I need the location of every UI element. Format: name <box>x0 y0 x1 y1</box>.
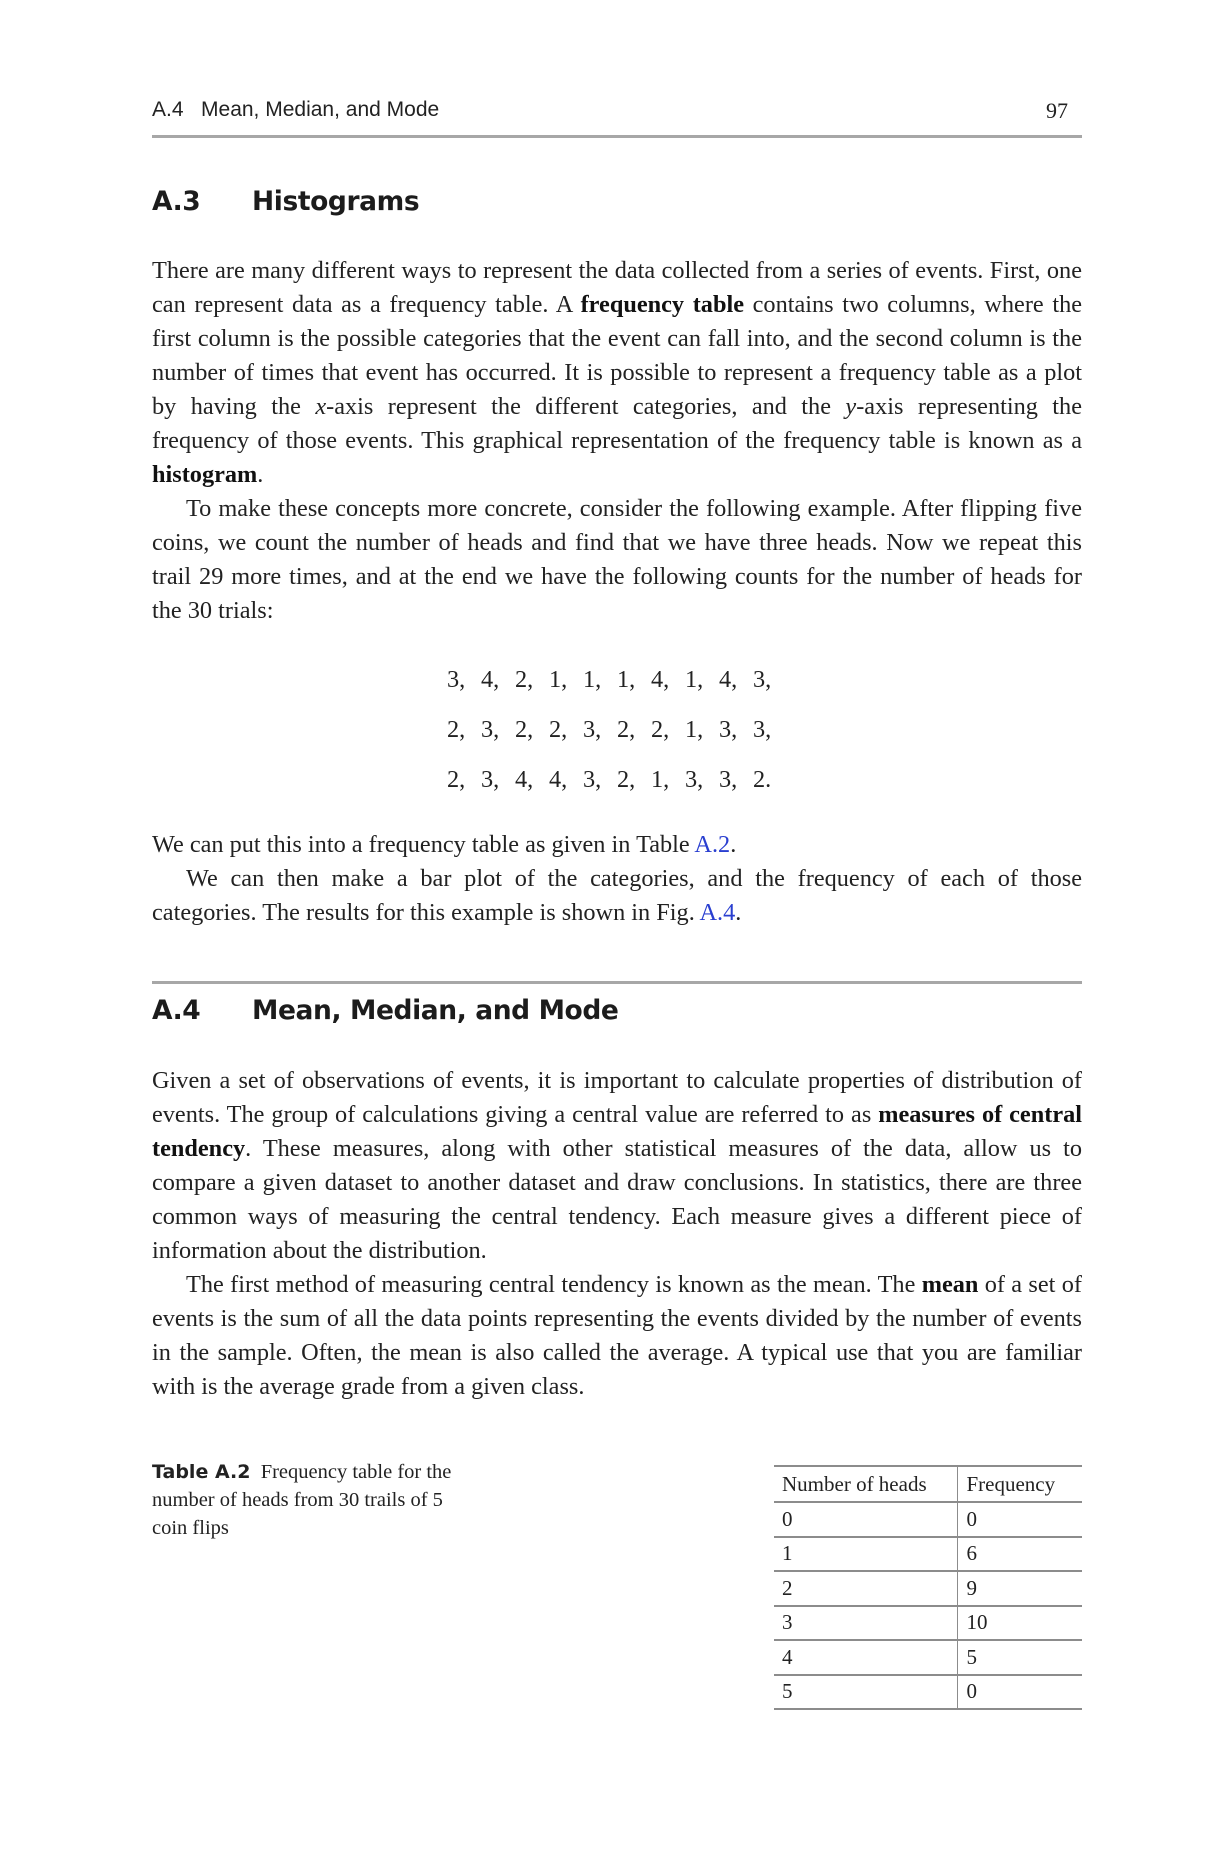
table-reference-link[interactable]: A.2 <box>694 831 731 858</box>
trial-value: 2, <box>515 716 534 743</box>
text-run: Given a set of observations of events, it is important to calculate properties of distribution of events. The group of calculations giving a central value are referred to as <box>152 1067 1082 1128</box>
table-cell: 1 <box>774 1537 958 1572</box>
figure-reference-link[interactable]: A.4 <box>699 899 736 926</box>
text-run: . These measures, along with other statistical measures of the data, allow us to compare a given dataset to another dataset and draw conclusions. In statistics, there are three common ways of measuring the central tendency. Each measure gives a different piece of information about the distribution. <box>152 1135 1082 1264</box>
page-number: 97 <box>1046 98 1068 123</box>
text-run: The first method of measuring central tendency is known as the mean. The <box>186 1271 922 1298</box>
column-header: Frequency <box>966 1471 1056 1496</box>
trial-value: 3, <box>583 716 602 743</box>
bold-term: histogram <box>152 461 258 488</box>
trial-value: 2, <box>651 716 670 743</box>
trial-value: 3, <box>481 716 500 743</box>
trial-value: 2, <box>447 766 466 793</box>
text-run: We can then make a bar plot of the categories, and the frequency of each of those categories. The results for this example is shown in Fig. <box>152 865 1082 926</box>
table-cell: 9 <box>966 1575 977 1600</box>
paragraph <box>152 862 1082 930</box>
table-row <box>774 1537 1082 1572</box>
table-cell: 3 <box>774 1606 958 1641</box>
trial-value: 1, <box>583 666 602 693</box>
bold-term: measures of central tendency <box>152 1101 1082 1162</box>
text-run: -axis representing the frequency of those events. This graphical representation of the frequency table is known as a <box>152 393 1082 454</box>
table-row <box>774 1675 1082 1710</box>
trial-counts-display <box>447 655 827 805</box>
math-variable: y <box>845 393 857 420</box>
header-rule <box>152 135 1082 138</box>
paragraph <box>152 254 1082 492</box>
trial-value: 3, <box>583 766 602 793</box>
text-run: of a set of events is the sum of all the data points representing the events divided by the number of events in the sample. Often, the mean is also called the average. A typical use that you are familiar with is the average grade from a given class. <box>152 1271 1082 1400</box>
table-cell: 5 <box>966 1644 977 1669</box>
trial-value: 1, <box>549 666 568 693</box>
text-run: There are many different ways to represent the data collected from a series of events. First, one can represent data as a frequency table. A <box>152 257 1082 318</box>
trial-row <box>447 655 827 705</box>
table-cell: 0 <box>966 1679 977 1704</box>
trial-row <box>447 755 827 805</box>
trial-value: 3, <box>685 766 704 793</box>
trial-value: 2, <box>515 666 534 693</box>
running-head-section: A.4 Mean, Median, and Mode <box>152 98 440 121</box>
paragraph: To make these concepts more concrete, consider the following example. After flipping five coins, we count the number of heads and find that we have three heads. Now we repeat this trail 29 more times, and at the end we have the following counts for the number of heads for the 30 trials: <box>152 495 1082 624</box>
table-header-row <box>774 1466 1082 1502</box>
text-run: contains two columns, where the first column is the possible categories that the event can fall into, and the second column is the number of times that event has occurred. It is possible to represent a frequency table as a plot by having the <box>152 291 1083 420</box>
section-number: A.3 <box>152 186 201 217</box>
table-row <box>774 1640 1082 1675</box>
table-row <box>774 1502 1082 1537</box>
trial-value: 2, <box>447 716 466 743</box>
paragraph <box>152 1268 1082 1404</box>
trial-value: 3, <box>719 716 738 743</box>
section-a3-closing-text <box>152 828 1082 930</box>
trial-value: 1, <box>617 666 636 693</box>
table-cell: 6 <box>966 1541 977 1566</box>
table-row <box>774 1571 1082 1606</box>
section-number: A.4 <box>152 995 201 1026</box>
trial-value: 4, <box>719 666 738 693</box>
trial-value: 4, <box>481 666 500 693</box>
column-header: Number of heads <box>774 1466 958 1502</box>
trial-value: 3, <box>753 666 772 693</box>
trial-value: 3, <box>481 766 500 793</box>
paragraph <box>152 1064 1082 1268</box>
section-title: Mean, Median, and Mode <box>252 995 619 1026</box>
section-title: Histograms <box>252 186 420 217</box>
table-cell: 10 <box>966 1610 988 1635</box>
table-cell: 2 <box>774 1571 958 1606</box>
bold-term: mean <box>921 1271 979 1298</box>
trial-value: 3, <box>447 666 466 693</box>
bold-term: frequency table <box>580 291 744 318</box>
table-caption <box>152 1458 452 1542</box>
table-cell: 4 <box>774 1640 958 1675</box>
trial-value: 3, <box>719 766 738 793</box>
table-label: Table A.2 <box>152 1461 251 1483</box>
section-rule <box>152 981 1082 984</box>
text-run: . <box>257 461 264 488</box>
table-caption-text: Frequency table for the number of heads from 30 trails of 5 coin flips <box>152 1461 452 1539</box>
trial-value: 2, <box>617 766 636 793</box>
text-run: We can put this into a frequency table as given in Table <box>152 831 695 858</box>
trial-value: 1, <box>685 716 704 743</box>
text-run: . <box>730 831 737 858</box>
text-run: -axis represent the different categories, and the <box>326 393 846 420</box>
running-head <box>152 98 1082 128</box>
section-a4-text <box>152 1064 1082 1404</box>
math-variable: x <box>315 393 327 420</box>
trial-value: 4, <box>515 766 534 793</box>
frequency-table <box>774 1465 1082 1710</box>
paragraph <box>152 828 1082 862</box>
trial-value: 4, <box>651 666 670 693</box>
section-heading-a3 <box>152 186 419 217</box>
table-cell: 0 <box>966 1506 977 1531</box>
trial-value: 3, <box>753 716 772 743</box>
table-cell: 5 <box>774 1675 958 1710</box>
section-heading-a4 <box>152 995 618 1026</box>
trial-row <box>447 705 827 755</box>
trial-value: 2. <box>753 766 772 793</box>
trial-value: 1, <box>685 666 704 693</box>
trial-value: 2, <box>617 716 636 743</box>
text-run: . <box>735 899 742 926</box>
table-cell: 0 <box>774 1502 958 1537</box>
trial-value: 1, <box>651 766 670 793</box>
trial-value: 2, <box>549 716 568 743</box>
trial-value: 4, <box>549 766 568 793</box>
table-row <box>774 1606 1082 1641</box>
section-a3-text <box>152 254 1082 628</box>
